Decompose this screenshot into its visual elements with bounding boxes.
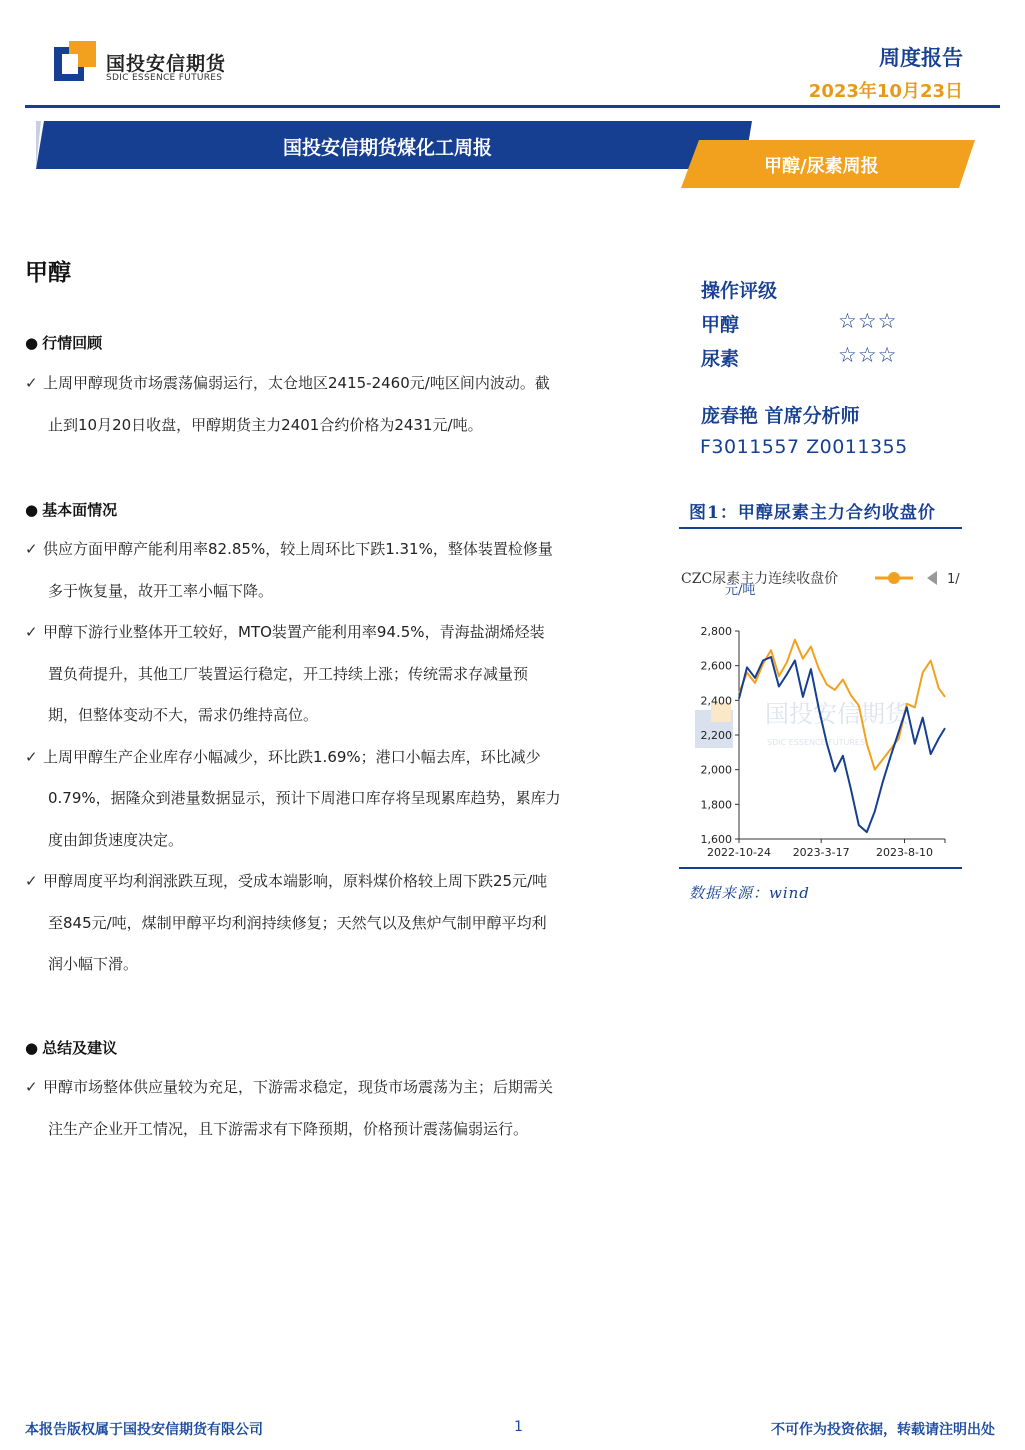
subheading-summary: ● 总结及建议 <box>25 1039 118 1057</box>
check-icon: ✓ <box>25 1078 38 1096</box>
analyst-license-id: F3011557 Z0011355 <box>700 436 908 458</box>
check-icon: ✓ <box>25 747 38 766</box>
footer-disclaimer: 不可作为投资依据，转载请注明出处 <box>771 1422 995 1438</box>
y-tick-label: 2,200 <box>700 729 732 742</box>
check-icon: ✓ <box>25 872 38 890</box>
price-line-chart <box>677 562 967 867</box>
x-tick-label: 2022-10-24 <box>707 846 771 859</box>
legend-marker <box>888 572 900 584</box>
paragraph: ✓ 甲醇市场整体供应量较为充足，下游需求稳定，现货市场震荡为主；后期需关 注生产企业开工情况，且下游需求有下降预期，价格预计震荡偏弱运行。 <box>25 1067 625 1150</box>
y-tick-label: 1,800 <box>700 798 732 812</box>
figure-title: 图1：甲醇尿素主力合约收盘价 <box>689 503 936 523</box>
rating-label-methanol: 甲醇 <box>701 314 740 336</box>
subheading-fundamentals: ● 基本面情况 <box>25 501 118 519</box>
x-tick-label: 2023-8-10 <box>876 846 933 859</box>
watermark-cn: 国投安信期货 <box>765 700 909 728</box>
logo-english-name: SDIC ESSENCE FUTURES <box>106 73 223 83</box>
banner-subtitle: 甲醇/尿素周报 <box>764 156 879 177</box>
x-tick-label: 2023-3-17 <box>792 846 850 859</box>
rating-title: 操作评级 <box>701 280 778 302</box>
y-tick-label: 2,800 <box>700 625 732 638</box>
check-icon: ✓ <box>25 623 38 641</box>
footer-copyright: 本报告版权属于国投安信期货有限公司 <box>25 1422 263 1438</box>
figure-bottom-rule <box>679 867 962 869</box>
figure-top-rule <box>679 527 962 529</box>
analyst-name: 庞春艳 首席分析师 <box>701 405 860 427</box>
paragraph: ✓ 上周甲醇现货市场震荡偏弱运行，太仓地区2415-2460元/吨区间内波动。截 止到10月20日收盘，甲醇期货主力2401合约价格为2431元/吨。 <box>25 363 625 446</box>
logo-chinese-name: 国投安信期货 <box>106 53 227 75</box>
banner-title: 国投安信期货煤化工周报 <box>283 137 493 159</box>
legend-page: 1/ <box>947 572 960 587</box>
header-divider <box>25 105 1000 108</box>
watermark-en: SDIC ESSENCE FUTURES <box>767 738 866 747</box>
report-date: 2023年10月23日 <box>808 81 963 102</box>
company-logo-icon <box>54 41 96 83</box>
report-type: 周度报告 <box>879 46 963 70</box>
section-title: 甲醇 <box>25 260 71 286</box>
page-number: 1 <box>514 1419 523 1435</box>
subheading-market-review: ● 行情回顾 <box>25 334 103 352</box>
check-icon: ✓ <box>25 540 38 558</box>
y-tick-label: 1,600 <box>700 833 732 846</box>
y-tick-label: 2,400 <box>700 694 732 708</box>
legend-series-label: CZC尿素主力连续收盘价 <box>681 571 839 587</box>
legend-prev-icon[interactable] <box>927 571 937 585</box>
y-tick-label: 2,000 <box>700 763 732 777</box>
check-icon: ✓ <box>25 374 38 392</box>
y-tick-label: 2,600 <box>700 659 732 673</box>
data-source: 数据来源：wind <box>689 884 810 902</box>
paragraph: ✓ 供应方面甲醇产能利用率82.85%，较上周环比下跌1.31%，整体装置检修量 多于恢复量，故开工率小幅下降。 ✓ 甲醇下游行业整体开工较好，MTO装置产能利用率94.5%，青海盐湖烯烃装 置负荷提升，其他工厂装置运行稳定，开工持续上涨；传统需求存减量预 期，但整体变动不大，需求仍维持高位。 ✓ 上周甲醇生产企业库存小幅减少，环比跌1.69%；港口小幅去库，环比减少 0.79%，据隆众到港量数据显示，预计下周港口库存将呈现累库趋势，累库力 度由卸货速度决定。 ✓ 甲醇周度平均利润涨跌互现，受成本端影响，原料煤价格较上周下跌25元/吨 至845元/吨，煤制甲醇平均利润持续修复；天然气以及焦炉气制甲醇平均利 润小幅下滑。 <box>25 529 625 986</box>
y-axis-unit-label: 元/吨 <box>725 583 756 598</box>
rating-stars-urea: ☆☆☆ <box>838 343 898 367</box>
rating-label-urea: 尿素 <box>701 348 740 370</box>
rating-stars-methanol: ☆☆☆ <box>838 309 898 333</box>
